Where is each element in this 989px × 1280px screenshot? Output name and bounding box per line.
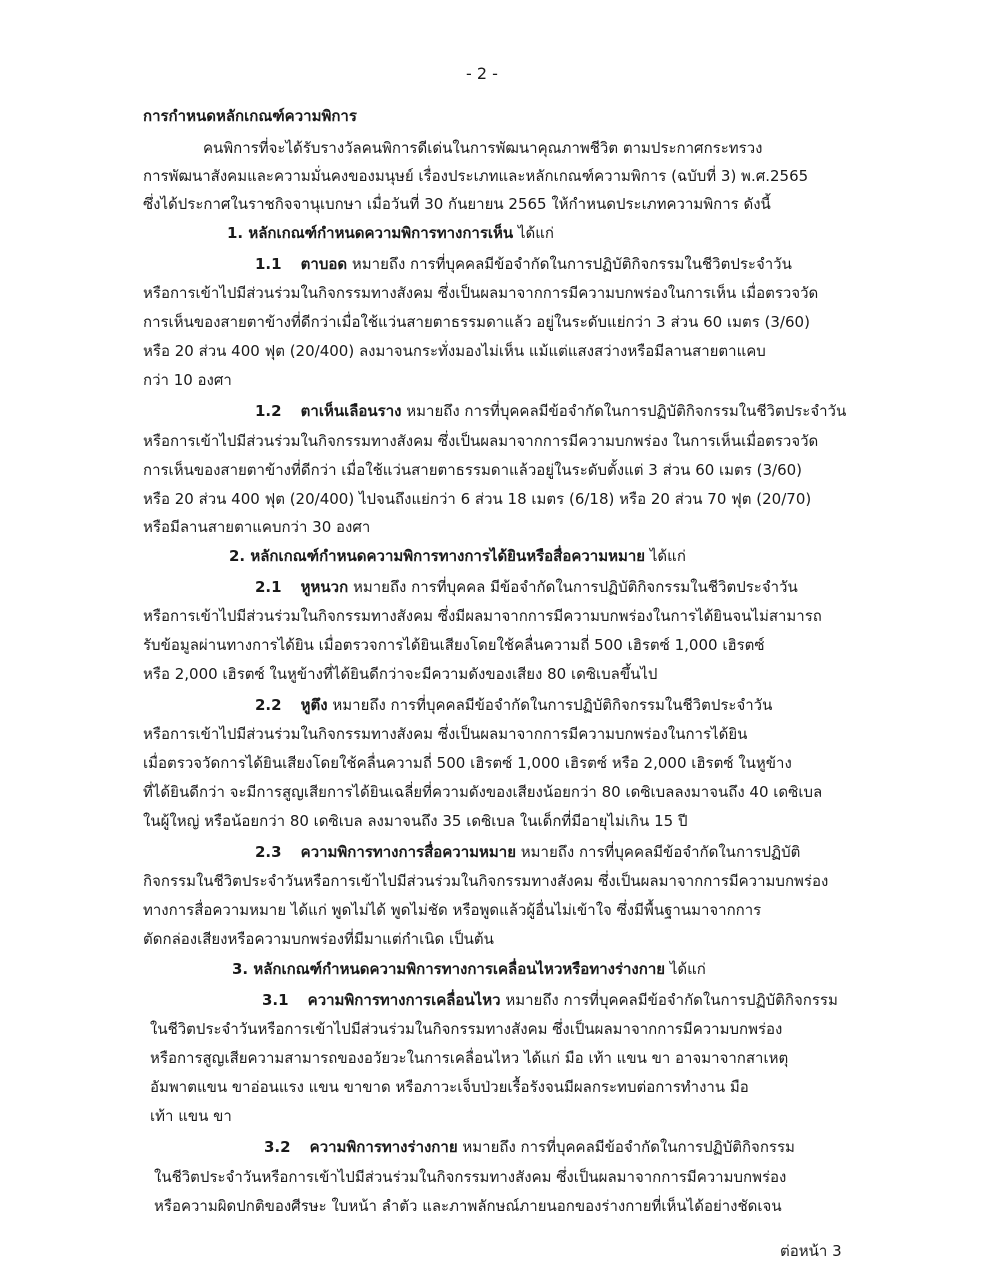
item-2-2-line-1: หมายถึง การที่บุคคลมีข้อจำกัดในการปฏิบัติกิจกรรมในชีวิตประจำวัน xyxy=(332,696,773,714)
item-1-1-line-3: การเห็นของสายตาข้างที่ดีกว่าเมื่อใช้แว่นสายตาธรรมดาแล้ว อยู่ในระดับแย่กว่า 3 ส่วน 60 เมตร (3/60) xyxy=(143,313,810,331)
item-3-1-line-4: อัมพาตแขน ขาอ่อนแรง แขน ขาขาด หรือภาวะเจ็บป่วยเรื้อรังจนมีผลกระทบต่อการทำงาน มือ xyxy=(150,1078,749,1096)
intro-line-1: คนพิการที่จะได้รับรางวัลคนพิการดีเด่นในการพัฒนาคุณภาพชีวิต ตามประกาศกระทรวง xyxy=(203,139,763,157)
item-2-2-line-5: ในผู้ใหญ่ หรือน้อยกว่า 80 เดซิเบล ลงมาจนถึง 35 เดซิเบล ในเด็กที่มีอายุไม่เกิน 15 ปี xyxy=(143,812,688,830)
item-2-2-line-3: เมื่อตรวจวัดการได้ยินเสียงโดยใช้คลื่นความถี่ 500 เฮิรตซ์ 1,000 เฮิรตซ์ หรือ 2,000 เฮิรตซ์ ในหูข้าง xyxy=(143,754,792,772)
item-2-2-number: 2.2 xyxy=(255,696,282,714)
item-1-2-lead xyxy=(255,401,846,421)
item-2-2-lead xyxy=(255,695,772,715)
item-2-1-term: หูหนวก xyxy=(300,578,349,596)
item-1-2-term: ตาเห็นเลือนราง xyxy=(300,402,402,420)
item-1-1-number: 1.1 xyxy=(255,255,282,273)
item-3-1-lead xyxy=(262,990,838,1010)
heading-2 xyxy=(229,546,686,566)
item-1-1-line-1: หมายถึง การที่บุคคลมีข้อจำกัดในการปฏิบัติกิจกรรมในชีวิตประจำวัน xyxy=(351,255,792,273)
item-1-2-line-1: หมายถึง การที่บุคคลมีข้อจำกัดในการปฏิบัติกิจกรรมในชีวิตประจำวัน xyxy=(406,402,847,420)
item-2-1-line-3: รับข้อมูลผ่านทางการได้ยิน เมื่อตรวจการได้ยินเสียงโดยใช้คลื่นความถี่ 500 เฮิรตซ์ 1,000 เฮิรตซ์ xyxy=(143,636,765,654)
item-3-2-lead xyxy=(264,1137,795,1157)
item-3-1-number: 3.1 xyxy=(262,991,289,1009)
item-2-1-line-1: หมายถึง การที่บุคคล มีข้อจำกัดในการปฏิบัติกิจกรรมในชีวิตประจำวัน xyxy=(352,578,798,596)
item-2-3-line-1: หมายถึง การที่บุคคลมีข้อจำกัดในการปฏิบัติ xyxy=(520,843,801,861)
item-1-2-line-2: หรือการเข้าไปมีส่วนร่วมในกิจกรรมทางสังคม ซึ่งเป็นผลมาจากการมีความบกพร่อง ในการเห็นเมื่อตรวจวัด xyxy=(143,432,819,450)
heading-3 xyxy=(232,959,706,979)
continued-note: ต่อหน้า 3 xyxy=(780,1242,842,1260)
item-2-3-lead xyxy=(255,842,800,862)
item-2-2-term: หูตึง xyxy=(300,696,328,714)
item-2-3-number: 2.3 xyxy=(255,843,282,861)
item-3-1-line-2: ในชีวิตประจำวันหรือการเข้าไปมีส่วนร่วมในกิจกรรมทางสังคม ซึ่งเป็นผลมาจากการมีความบกพร่อง xyxy=(150,1020,783,1038)
item-2-2-line-4: ที่ได้ยินดีกว่า จะมีการสูญเสียการได้ยินเฉลี่ยที่ความดังของเสียงน้อยกว่า 80 เดซิเบลลงมาจนถึง 40 เดซิเบล xyxy=(143,783,823,801)
item-1-1-line-4: หรือ 20 ส่วน 400 ฟุต (20/400) ลงมาจนกระทั่งมองไม่เห็น แม้แต่แสงสว่างหรือมีลานสายตาแคบ xyxy=(143,342,766,360)
item-2-2-line-2: หรือการเข้าไปมีส่วนร่วมในกิจกรรมทางสังคม ซึ่งเป็นผลมาจากการมีความบกพร่องในการได้ยิน xyxy=(143,725,748,743)
item-2-1-line-4: หรือ 2,000 เฮิรตซ์ ในหูข้างที่ได้ยินดีกว่าจะมีความดังของเสียง 80 เดซิเบลขึ้นไป xyxy=(143,665,658,683)
item-3-1-term: ความพิการทางการเคลื่อนไหว xyxy=(307,991,501,1009)
item-3-1-line-5: เท้า แขน ขา xyxy=(150,1107,232,1125)
item-1-2-line-3: การเห็นของสายตาข้างที่ดีกว่า เมื่อใช้แว่นสายตาธรรมดาแล้วอยู่ในระดับตั้งแต่ 3 ส่วน 60 เมตร (3/60) xyxy=(143,461,803,479)
item-2-1-lead xyxy=(255,577,798,597)
section-title: การกำหนดหลักเกณฑ์ความพิการ xyxy=(143,107,357,125)
item-3-1-line-1: หมายถึง การที่บุคคลมีข้อจำกัดในการปฏิบัติกิจกรรม xyxy=(505,991,838,1009)
heading-1-title: 1. หลักเกณฑ์กำหนดความพิการทางการเห็น xyxy=(227,224,514,242)
heading-1-suffix: ได้แก่ xyxy=(517,224,554,242)
heading-2-suffix: ได้แก่ xyxy=(649,547,686,565)
item-2-3-line-3: ทางการสื่อความหมาย ได้แก่ พูดไม่ได้ พูดไม่ชัด หรือพูดแล้วผู้อื่นไม่เข้าใจ ซึ่งมีพื้นฐานมาจากการ xyxy=(143,901,762,919)
item-3-2-line-3: หรือความผิดปกติของศีรษะ ใบหน้า ลำตัว และภาพลักษณ์ภายนอกของร่างกายที่เห็นได้อย่างชัดเจน xyxy=(154,1197,782,1215)
item-1-1-term: ตาบอด xyxy=(300,255,348,273)
item-1-2-line-4: หรือ 20 ส่วน 400 ฟุต (20/400) ไปจนถึงแย่กว่า 6 ส่วน 18 เมตร (6/18) หรือ 20 ส่วน 70 ฟุต (20/70) xyxy=(143,490,812,508)
item-1-1-line-2: หรือการเข้าไปมีส่วนร่วมในกิจกรรมทางสังคม ซึ่งเป็นผลมาจากการมีความบกพร่องในการเห็น เมื่อตรวจวัด xyxy=(143,284,819,302)
item-1-2-line-5: หรือมีลานสายตาแคบกว่า 30 องศา xyxy=(143,518,371,536)
intro-line-3: ซึ่งได้ประกาศในราชกิจจานุเบกษา เมื่อวันที่ 30 กันยายน 2565 ให้กำหนดประเภทความพิการ ดังนี้ xyxy=(143,195,771,213)
heading-2-title: 2. หลักเกณฑ์กำหนดความพิการทางการได้ยินหรือสื่อความหมาย xyxy=(229,547,646,565)
item-2-3-line-2: กิจกรรมในชีวิตประจำวันหรือการเข้าไปมีส่วนร่วมในกิจกรรมทางสังคม ซึ่งเป็นผลมาจากการมีความบกพร่อง xyxy=(143,872,829,890)
item-3-1-line-3: หรือการสูญเสียความสามารถของอวัยวะในการเคลื่อนไหว ได้แก่ มือ เท้า แขน ขา อาจมาจากสาเหตุ xyxy=(150,1049,789,1067)
heading-3-title: 3. หลักเกณฑ์กำหนดความพิการทางการเคลื่อนไหวหรือทางร่างกาย xyxy=(232,960,666,978)
item-1-2-number: 1.2 xyxy=(255,402,282,420)
item-3-2-number: 3.2 xyxy=(264,1138,291,1156)
item-3-2-term: ความพิการทางร่างกาย xyxy=(309,1138,458,1156)
item-3-2-line-1: หมายถึง การที่บุคคลมีข้อจำกัดในการปฏิบัติกิจกรรม xyxy=(462,1138,795,1156)
heading-1 xyxy=(227,223,554,243)
intro-line-2: การพัฒนาสังคมและความมั่นคงของมนุษย์ เรื่องประเภทและหลักเกณฑ์ความพิการ (ฉบับที่ 3) พ.ศ.2565 xyxy=(143,167,809,185)
item-2-1-line-2: หรือการเข้าไปมีส่วนร่วมในกิจกรรมทางสังคม ซึ่งมีผลมาจากการมีความบกพร่องในการได้ยินจนไม่สามารถ xyxy=(143,607,822,625)
page-number: - 2 - xyxy=(466,64,498,83)
item-1-1-line-5: กว่า 10 องศา xyxy=(143,371,232,389)
item-3-2-line-2: ในชีวิตประจำวันหรือการเข้าไปมีส่วนร่วมในกิจกรรมทางสังคม ซึ่งเป็นผลมาจากการมีความบกพร่อง xyxy=(154,1168,787,1186)
heading-3-suffix: ได้แก่ xyxy=(669,960,706,978)
item-1-1-lead xyxy=(255,254,792,274)
item-2-3-line-4: ตัดกล่องเสียงหรือความบกพร่องที่มีมาแต่กำเนิด เป็นต้น xyxy=(143,930,494,948)
item-2-1-number: 2.1 xyxy=(255,578,282,596)
item-2-3-term: ความพิการทางการสื่อความหมาย xyxy=(300,843,516,861)
